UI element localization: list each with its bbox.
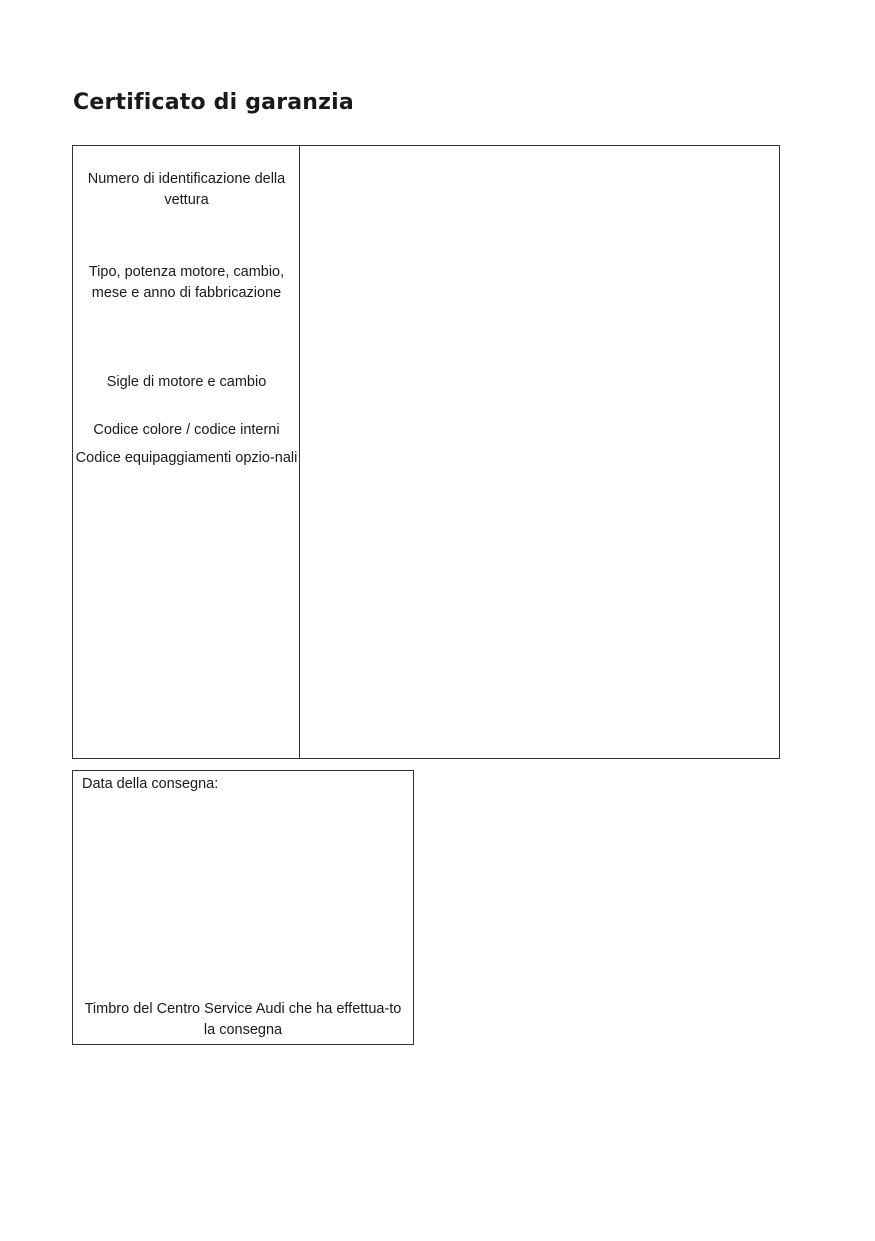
delivery-date-field[interactable] xyxy=(82,801,404,991)
vehicle-data-table xyxy=(72,145,780,759)
value-column[interactable] xyxy=(300,146,779,758)
dealer-stamp-label: Timbro del Centro Service Audi che ha effettua-to la consegna xyxy=(84,1001,402,1038)
delivery-date-label: Data della consegna: xyxy=(82,776,219,792)
engine-gearbox-codes-label: Sigle di motore e cambio xyxy=(106,374,267,390)
optional-equipment-label: Codice equipaggiamenti opzio-nali xyxy=(75,450,298,466)
color-code-label: Codice colore / codice interni xyxy=(93,422,280,438)
vin-label: Numero di identificazione della vettura xyxy=(87,171,286,208)
page-title: Certificato di garanzia xyxy=(73,90,354,115)
label-column xyxy=(73,146,300,758)
delivery-box xyxy=(72,770,414,1045)
type-label: Tipo, potenza motore, cambio, mese e anno di fabbricazione xyxy=(88,264,285,301)
